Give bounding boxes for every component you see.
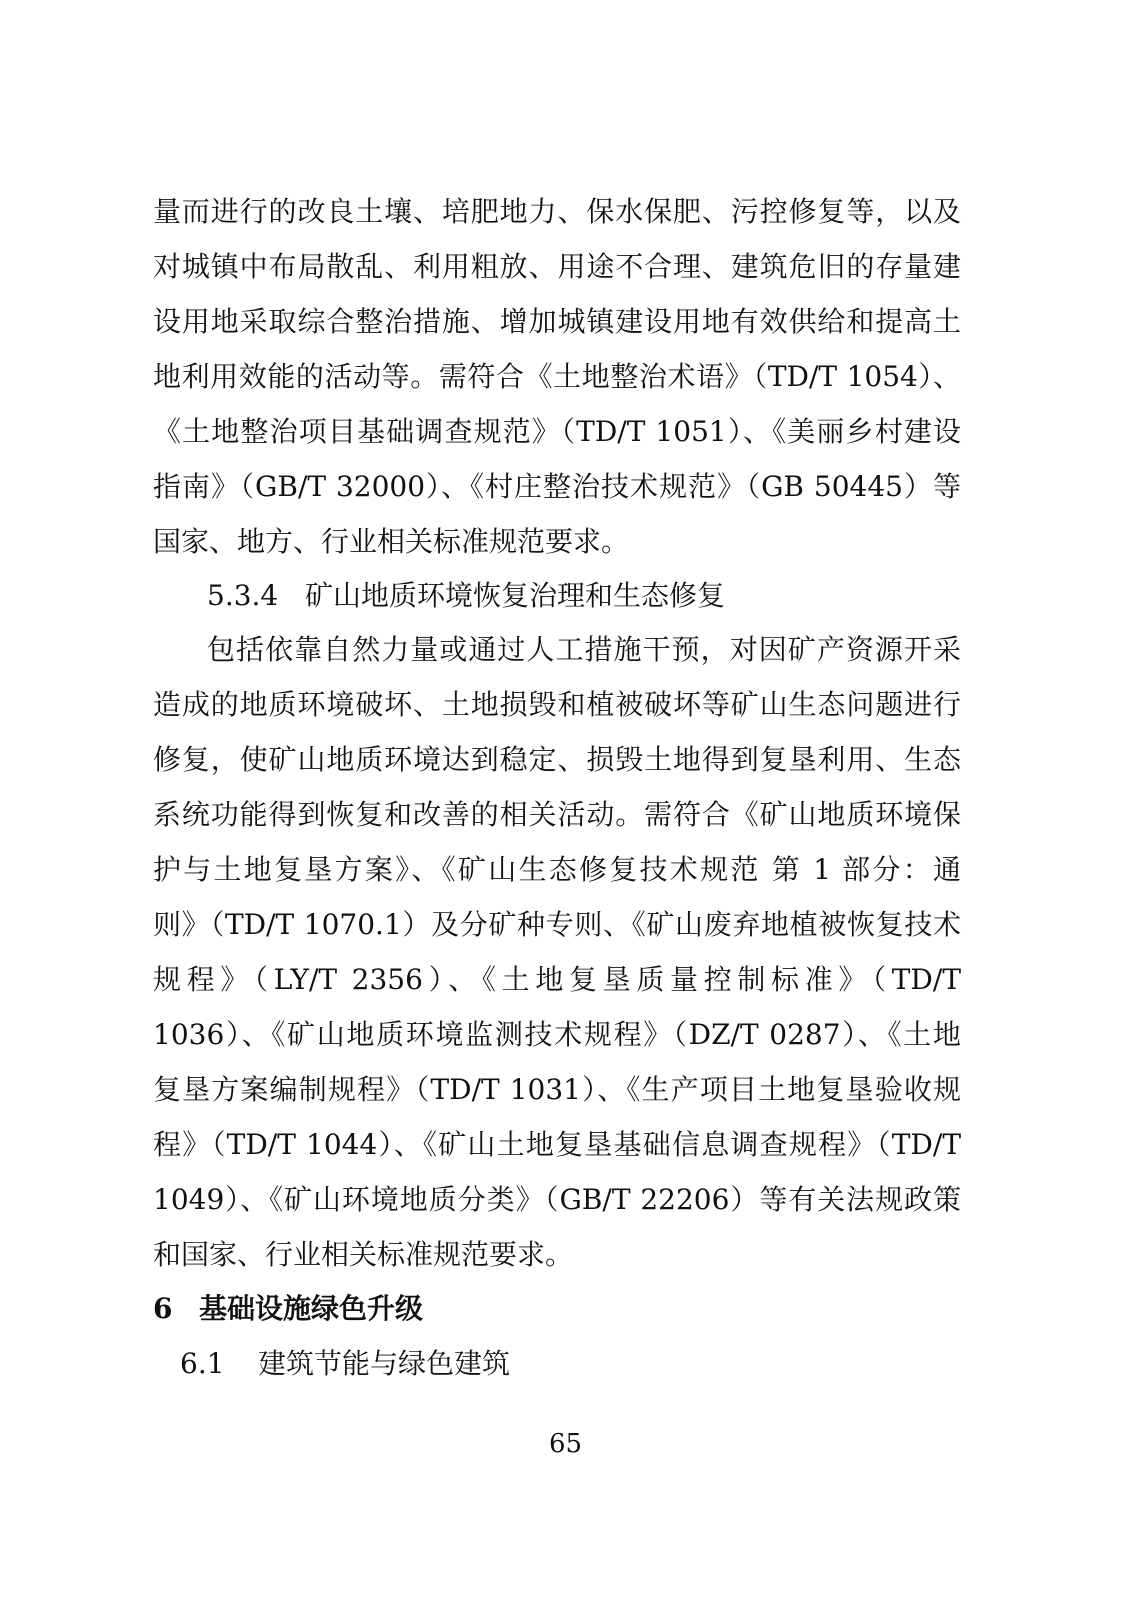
- paragraph-line: 《土地整治项目基础调查规范》（TD/T 1051）、《美丽乡村建设: [153, 415, 961, 448]
- section-title: 矿山地质环境恢复治理和生态修复: [305, 579, 726, 612]
- section-number: 6.1: [180, 1347, 225, 1380]
- paragraph-line: 1036）、《矿山地质环境监测技术规程》（DZ/T 0287）、《土地: [153, 1018, 961, 1051]
- paragraph-line: 规程》（LY/T 2356）、《土地复垦质量控制标准》（TD/T: [153, 963, 961, 996]
- paragraph-line: 系统功能得到恢复和改善的相关活动。需符合《矿山地质环境保: [153, 798, 961, 831]
- paragraph-line: 指南》（GB/T 32000）、《村庄整治技术规范》（GB 50445）等: [153, 470, 961, 503]
- section-number: 5.3.4: [207, 579, 279, 612]
- paragraph-line: 设用地采取综合整治措施、增加城镇建设用地有效供给和提高土: [153, 305, 961, 338]
- paragraph-line: 造成的地质环境破坏、土地损毁和植被破坏等矿山生态问题进行: [153, 688, 961, 721]
- paragraph-line: 量而进行的改良土壤、培肥地力、保水保肥、污控修复等，以及: [153, 195, 961, 228]
- paragraph-line: 护与土地复垦方案》、《矿山生态修复技术规范 第 1 部分：通: [153, 853, 961, 886]
- section-number: 6: [153, 1292, 173, 1325]
- paragraph-line: 包括依靠自然力量或通过人工措施干预，对因矿产资源开采: [207, 633, 961, 666]
- page-number: 65: [548, 1429, 583, 1459]
- section-title: 基础设施绿色升级: [199, 1292, 424, 1325]
- paragraph-line: 修复，使矿山地质环境达到稳定、损毁土地得到复垦利用、生态: [153, 743, 961, 776]
- section-title: 建筑节能与绿色建筑: [258, 1347, 511, 1380]
- paragraph-line: 对城镇中布局散乱、利用粗放、用途不合理、建筑危旧的存量建: [153, 250, 961, 283]
- paragraph-line: 和国家、行业相关标准规范要求。: [153, 1238, 574, 1271]
- section-heading-6: [153, 1281, 423, 1337]
- section-heading-5-3-4: [207, 568, 725, 624]
- paragraph-line: 1049）、《矿山环境地质分类》（GB/T 22206）等有关法规政策: [153, 1183, 961, 1216]
- paragraph-line: 则》（TD/T 1070.1）及分矿种专则、《矿山废弃地植被恢复技术: [153, 908, 961, 941]
- paragraph-line: 国家、地方、行业相关标准规范要求。: [153, 525, 630, 558]
- section-heading-6-1: [180, 1336, 510, 1392]
- paragraph-line: 地利用效能的活动等。需符合《土地整治术语》（TD/T 1054）、: [153, 360, 961, 393]
- paragraph-line: 复垦方案编制规程》（TD/T 1031）、《生产项目土地复垦验收规: [153, 1073, 961, 1106]
- paragraph-line: 程》（TD/T 1044）、《矿山土地复垦基础信息调查规程》（TD/T: [153, 1128, 961, 1161]
